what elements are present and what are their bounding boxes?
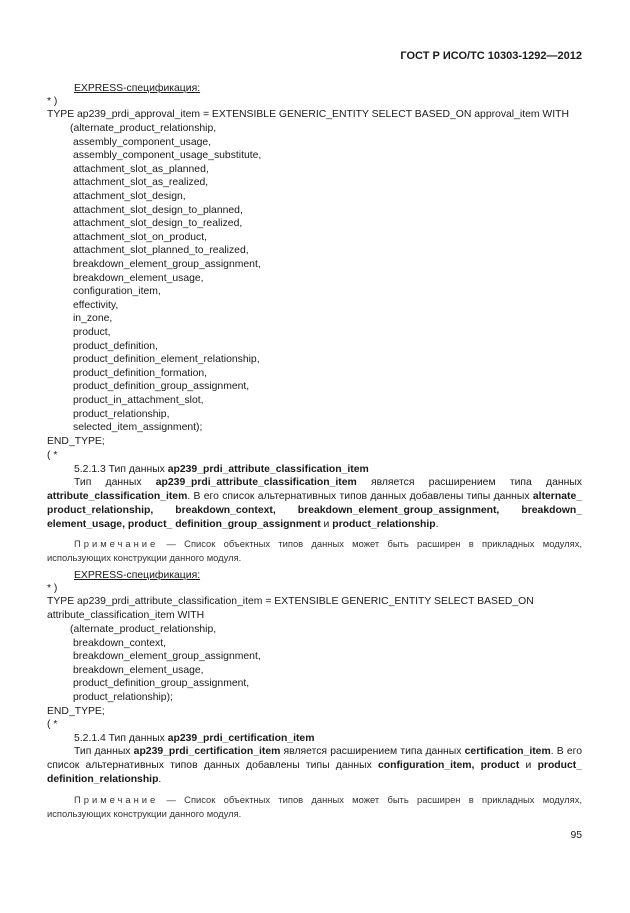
select-item: breakdown_element_group_assignment, [73,259,261,270]
select-item: configuration_item, [73,286,161,298]
term: product_relationship [332,518,436,530]
select-item: attachment_slot_design_to_planned, [73,204,243,216]
select-item: attachment_slot_design, [73,191,186,202]
text-run: является расширением типа данных [280,746,465,757]
text-run: . [158,773,162,785]
select-item: product, [73,327,111,338]
select-item: (alternate_product_relationship, [70,123,217,134]
select-item: attachment_slot_on_product, [73,231,208,243]
type-declaration-cont: attribute_classification_item WITH [47,610,205,621]
select-item: product_definition_group_assignment, [73,381,250,393]
term: ap239_prdi_attribute_classification_item [155,477,357,488]
select-item: in_zone, [73,313,113,325]
select-item: breakdown_element_usage, [73,664,204,676]
select-item: product_in_attachment_slot, [73,395,204,406]
select-item: attachment_slot_design_to_realized, [73,218,243,230]
note: Примечание — Список объектных типов данных может быть расширен в прикладных модулях, использующих конструкции данного модуля. [47,538,582,563]
text-run: Тип данных [74,746,134,757]
comment-close: ( * [47,719,58,730]
term: alternate_ product_relationship, breakdown_context, breakdown_element_group_assignment, breakdown_ element_usage, product_ definition_group_assignment [47,490,582,530]
select-item: effectivity, [73,299,119,311]
end-type: END_TYPE; [47,706,105,717]
express-label: EXPRESS-спецификация: [74,570,201,581]
section-paragraph [47,745,582,787]
type-declaration: TYPE ap239_prdi_attribute_classification_item = EXTENSIBLE GENERIC_ENTITY SELECT BASED_ON [47,596,534,607]
comment-close: ( * [47,450,58,461]
express-label: EXPRESS-спецификация: [74,83,201,94]
text-run: является расширением типа данных [356,477,582,488]
select-item: attachment_slot_as_planned, [73,163,209,175]
term: certification_item [464,746,551,757]
select-item: product_definition_element_relationship, [73,354,260,366]
page-number: 95 [570,830,582,841]
select-item: attachment_slot_as_realized, [73,177,209,189]
comment-open: * ) [47,583,58,594]
text-run: . В его список альтернативных типов данных добавлены типы данных [47,746,582,771]
text-run: . [435,518,439,530]
term: configuration_item, product [378,759,520,771]
select-item: product_relationship, [73,408,170,420]
text-run: Тип данных [74,477,156,488]
end-type: END_TYPE; [47,436,105,447]
select-item: selected_item_assignment); [73,422,203,434]
section-heading: 5.2.1.3 Тип данных ap239_prdi_attribute_classification_item [74,464,369,475]
document-header: ГОСТ Р ИСО/ТС 10303-1292—2012 [400,50,582,62]
select-item: product_relationship); [73,692,173,703]
type-declaration: TYPE ap239_prdi_approval_item = EXTENSIBLE GENERIC_ENTITY SELECT BASED_ON approval_item WITH [47,109,569,120]
select-item: assembly_component_usage_substitute, [73,150,262,162]
select-item: product_definition, [73,340,158,352]
text-run: и [320,518,333,530]
term: product_ definition_relationship [47,759,583,785]
note: Примечание — Список объектных типов данных может быть расширен в прикладных модулях, использующих конструкции данного модуля. [47,794,582,819]
select-item: breakdown_context, [73,637,166,649]
select-item: attachment_slot_planned_to_realized, [73,245,249,257]
select-item: assembly_component_usage, [73,136,212,148]
text-run: и [519,759,538,771]
section-heading: 5.2.1.4 Тип данных ap239_prdi_certification_item [74,733,315,744]
term: ap239_prdi_certification_item [133,746,281,757]
comment-open: * ) [47,96,58,107]
select-item: product_definition_group_assignment, [73,678,250,690]
text-run: . В его список альтернативных типов данных добавлены типы данных [187,490,533,502]
select-item: breakdown_element_usage, [73,272,204,284]
select-item: breakdown_element_group_assignment, [73,651,261,663]
term: attribute_classification_item [47,490,188,502]
section-paragraph [47,476,582,532]
select-item: (alternate_product_relationship, [70,624,217,635]
select-item: product_definition_formation, [73,367,208,379]
